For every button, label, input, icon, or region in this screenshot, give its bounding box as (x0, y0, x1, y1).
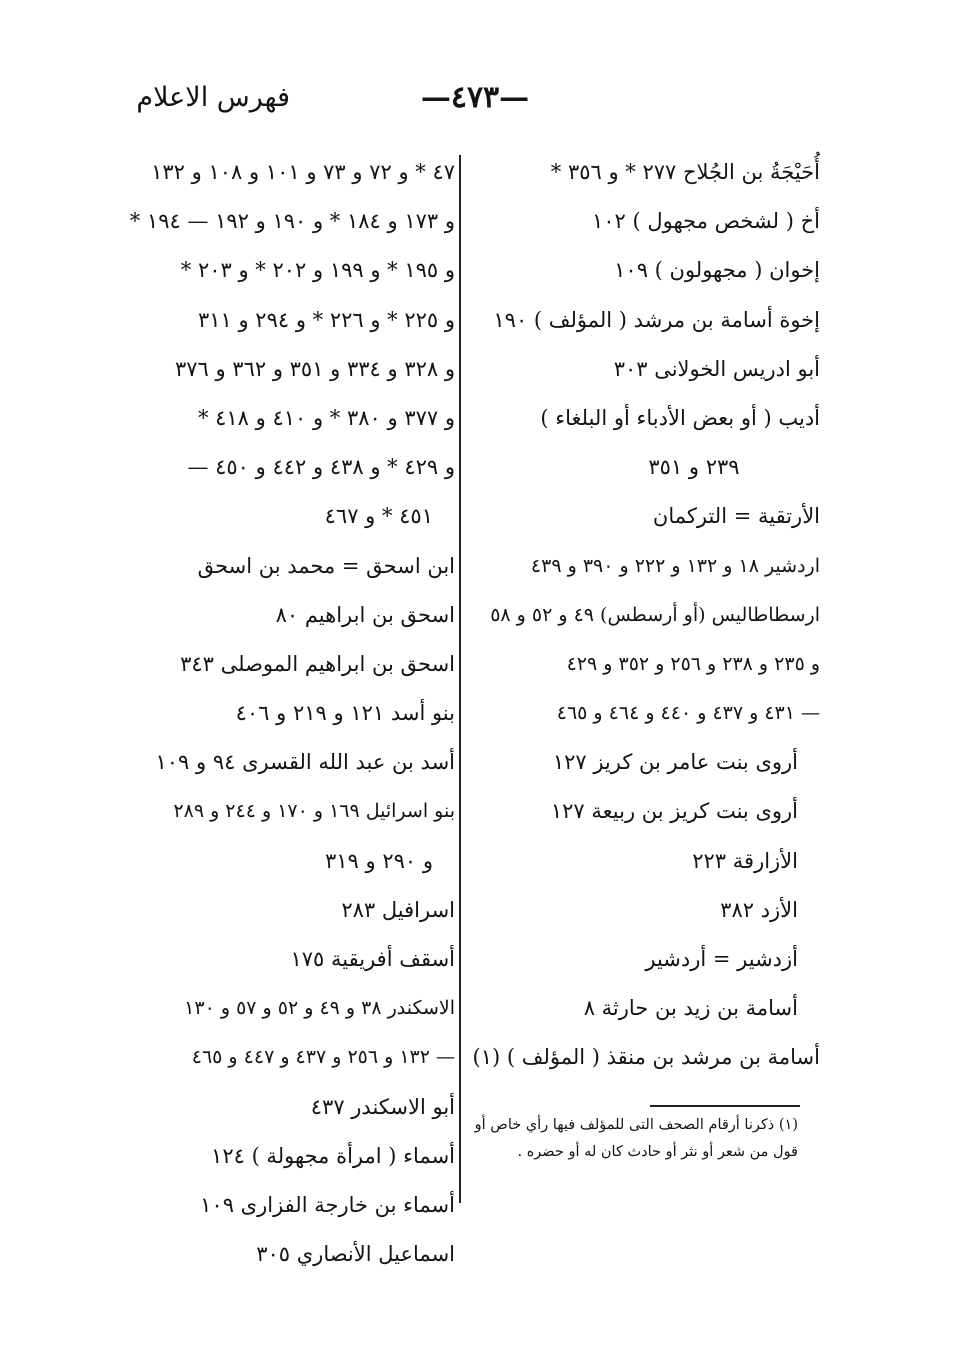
index-entry-continuation: — ٤٣١ و ٤٣٧ و ٤٤٠ و ٤٦٤ و ٤٦٥ (556, 702, 820, 725)
index-entry: أسقف أفريقية ١٧٥ (290, 947, 455, 971)
index-entry: أبو ادريس الخولانى ٣٠٣ (613, 356, 820, 381)
index-entry: أخ ( لشخص مجهول ) ١٠٢ (591, 209, 820, 234)
index-entry: ارسطاطاليس (أو أرسطس) ٤٩ و ٥٢ و ٥٨ (490, 603, 820, 626)
index-entry: أُحَيْجَةُ بن الجُلاح ٢٧٧ * و ٣٥٦ * (550, 160, 820, 184)
index-entry: ابن اسحق = محمد بن اسحق (197, 553, 455, 578)
index-entry: اسماعيل الأنصاري ٣٠٥ (256, 1242, 455, 1267)
index-entry: اردشير ١٨ و ١٣٢ و ٢٢٢ و ٣٩٠ و ٤٣٩ (530, 554, 820, 577)
footnote-divider (650, 1105, 800, 1107)
index-entry: أديب ( أو بعض الأدباء أو البلغاء ) (540, 405, 820, 430)
index-entry: أزدشير = أردشير (645, 947, 798, 971)
index-entry: بنو اسرائيل ١٦٩ و ١٧٠ و ٢٤٤ و ٢٨٩ (173, 800, 455, 823)
index-entry: الأزد ٣٨٢ (720, 897, 798, 922)
index-entry: بنو أسد ١٢١ و ٢١٩ و ٤٠٦ (235, 701, 455, 726)
index-entry-continuation: ٢٣٩ و ٣٥١ (648, 455, 740, 480)
index-entry-continuation: و ٢٩٠ و ٣١٩ (324, 848, 433, 873)
index-entry-continuation: ٤٧ * و ٧٢ و ٧٣ و ١٠١ و ١٠٨ و ١٣٢ (151, 160, 455, 184)
page-number: —٤٧٣— (420, 80, 530, 115)
index-entry-continuation: و ٢٢٥ * و ٢٢٦ * و ٢٩٤ و ٣١١ (197, 307, 455, 332)
index-entry: الاسكندر ٣٨ و ٤٩ و ٥٢ و ٥٧ و ١٣٠ (184, 997, 455, 1020)
index-entry-continuation: — ١٣٢ و ٢٥٦ و ٤٣٧ و ٤٤٧ و ٤٦٥ (191, 1046, 455, 1069)
index-entry: أسامة بن زيد بن حارثة ٨ (583, 996, 798, 1021)
index-entry: إخوة أسامة بن مرشد ( المؤلف ) ١٩٠ (493, 307, 820, 332)
index-entry: اسحق بن ابراهيم ٨٠ (275, 602, 455, 627)
footnote-text: (١) ذكرنا أرقام الصحف التى للمؤلف فيها رأي خاص أو قول من شعر أو نثر أو حادث كان له أو حضره . (474, 1117, 798, 1160)
index-entry-continuation: و ٣٧٧ و ٣٨٠ * و ٤١٠ و ٤١٨ * (197, 405, 455, 430)
index-entry: أروى بنت عامر بن كريز ١٢٧ (552, 750, 798, 775)
index-entry: أروى بنت كريز بن ربيعة ١٢٧ (550, 799, 798, 824)
index-entry: أسماء ( امرأة مجهولة ) ١٢٤ (211, 1143, 455, 1168)
index-entry-continuation: ٤٥١ * و ٤٦٧ (324, 504, 433, 529)
index-entry-continuation: و ١٩٥ * و ١٩٩ و ٢٠٢ * و ٢٠٣ * (180, 258, 455, 283)
index-entry: أبو الاسكندر ٤٣٧ (310, 1094, 455, 1119)
index-entry: أسامة بن مرشد بن منقذ ( المؤلف ) (١) (472, 1045, 820, 1070)
index-entry: الأزارقة ٢٢٣ (692, 848, 798, 873)
index-entry-continuation: و ٣٢٨ و ٣٣٤ و ٣٥١ و ٣٦٢ و ٣٧٦ (174, 356, 455, 381)
right-column-index (468, 148, 820, 1083)
index-entry-continuation: و ١٧٣ و ١٨٤ * و ١٩٠ و ١٩٢ — ١٩٤ * (129, 209, 455, 234)
index-entry: إخوان ( مجهولون ) ١٠٩ (614, 258, 820, 283)
page-header-title: فهرس الاعلام (136, 82, 290, 113)
index-entry-continuation: و ٤٢٩ * و ٤٣٨ و ٤٤٢ و ٤٥٠ — (187, 455, 455, 480)
column-divider (459, 155, 461, 1203)
index-entry: أسماء بن خارجة الفزارى ١٠٩ (200, 1192, 455, 1217)
index-entry-continuation: و ٢٣٥ و ٢٣٨ و ٢٥٦ و ٣٥٢ و ٤٢٩ (566, 652, 820, 675)
index-entry: اسحق بن ابراهيم الموصلى ٣٤٣ (180, 651, 455, 676)
index-entry: اسرافيل ٢٨٣ (341, 897, 455, 922)
left-column-index (110, 148, 455, 1279)
index-entry: أسد بن عبد الله القسرى ٩٤ و ١٠٩ (155, 750, 455, 775)
index-entry: الأرتقية = التركمان (652, 504, 820, 529)
